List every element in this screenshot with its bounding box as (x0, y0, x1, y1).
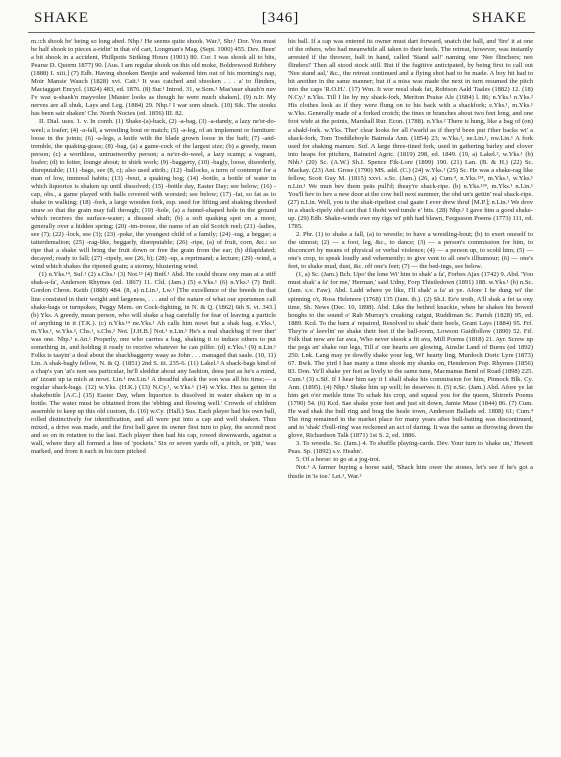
entry-paragraph: Not.¹ A farmer buying a horse said, 'Shack him ower the stones, let's see if he's got a thistle in 'is toe.' Lei.¹, War.³ (288, 464, 533, 480)
header-left-headword: SHAKE (34, 10, 90, 26)
header-right-headword: SHAKE (471, 10, 527, 26)
entry-paragraph: (1) n.Yks.¹⁴, Suf.¹ (2) s.Chs.¹ (3) Not.¹³ (4) Bnff.¹ Abd. He could thraw ony man at a stiff shak-a-fa', Anderson Rhymes (ed. 1867) 11. Cld. (Jam.) (5) e.Yks.¹ (6) n.Yks.² (7) Bnff. Gordon Chron. Keith (1880) 484. (8, a) n.Lin.¹, Lw.¹ [The excellence of the breeds in that line consisted in their weight and largeness, . . . and of the nature of what our sportsmen call shake-bags or turnpokes, Peggy Mem. on Cock-fighting, in N. & Q. (1862) 6th S. vi. 343.] (b) Yks. A greedy, mean person, who will shake a bag carefully for fear of leaving a particle of anything in it (T.K.). (c) n.Yks.¹⁴ ne.Yks.¹ Ah calls him nowt but a shak bag. e.Yks.¹, m.Yks.¹, w.Yks.², Chs.¹, s.Chs.¹ Not. [J.H.B.] Not.¹ n.Lin.¹ He's a real shackbag if iver ther' was one. Nhp.¹ e.An.¹ Properly, one who carries a bag, shaking it to induce others to put something in, and holding it ready to receive whatever he can pilfer. (d) e.Yks.¹ (9) n.Lin.¹ Folks is taayin' a deal about the shackbaggerty waay as John . . . managed that saale. (10, 11) Lin. A shak-bagly fellow, N. & Q. (1851) 2nd S. iii. 235-6. (11) Lakel.² A shack-bags kind of a chap's yan 'at's non sea particular, he'll sleddur about any fashion, deea just as he's a mind, an' izzant up ta mich at nowt. Lin.¹ nw.Lin.¹ A dreadful shack the son was all his time;— a regular shack-bags. (12) w.Yks. (H.K.) (13) N.Cy.¹, w.Yks.¹ (14) w.Yks. Hes ta getten thi shakebottle [A.C.] (15) Easter Day, when liquorice is dissolved in water shaken up in a bottle. The water must be obtained from the 'ebbing and flowing well.' Crowds of children assemble to keep up this old custom, ib. (16) w.Cy. (Hall.) Sus. Each player had his own ball, rolled distinctively for identification, and all were put into a cap and well shaken. Thus mixed, a drive was made, and the first ball gave its owner first turn to play, the second next and so on in rotation to the last. Each player then had his cap, rowed downwards, against a wall, where they all formed a line of 'pockets.' Six or seven yards off, a pitch, or 'pitt,' was marked, and from it each in his turn pitched (31, 271, 276, 456)
entry-paragraph: 5. Of a horse: to go at a jog-trot. (296, 456, 381, 464)
entry-paragraph: (1, a) Sc. (Jam.) Bch. Upo' the lone Wi' him to shak' a fa', Forbes Ajax (1742) 9. Abd. 'You must shak' a fa' for me,' Herman,' said Udny, Forp Thistledown (1891) 188. w.Yks.¹ (b) n.Sc. (Jam. s.v. Faw). Abd. Ladd where ye like, I'll shak' a fa' at ye. Afore I be dung wi' the spinning o't, Ross Helenore (1768) 135 (Jam. ib.). (2) Sh.I. Ee'e troth, A'll shak a fet ta ony time, Sh. News (Dec. 10, 1898). Abd. Like the bethrel knackie, when he shakes his bowed houghs to the sound o' Rab Murray's creaking catgut, Ruddiman Sc. Parish (1828) 95, ed. 1889. Kcd. To the barn a' repaired, Resolved to shak' their heels, Grant Lays (1884) 95. Frf. They're a' leevlin' ne shake their feet if the ball-room, Lowson Guidfollow (1890) 52. Fif. Folk that now are far awa, Who never shook a fit ava, Mill Poems (1818) 21. Ayr. Screw up the pegs an' shake our legs, Till a' our hearts are glowing, Ainslie Land of Burns (ed 1892) 250. Lnk. Lang may ye dowfly shake your leg, Wi' hearty ling, Murdoch Doric Lyre (1873) 67. Bwk. The yird I hae many a time shook my shanks on, Henderson Pop. Rhymes (1856) 83. Don. Ye'll shake yer feet as lively to the same tune, Macmanus Bend of Road (1898) 225. Cum.¹ (3) s.Stf. If I hear him say it I shall shake his commission for him, Pinnock Blk. Cy. Ann. (1895). (4) Nhp.¹ Shake him up well; he deserves it. (5) n.Sc. (Jam.) Abd. Afore ye lat him get o'er meikle time To schak his crop, and squeal you for the queen, Shirrefs Poems (1790) 54. (6) Kcd. Sae shake your feet and just sit down, Jamie Muse (1844) 86. (7) Cum. He wad shak the bull ring and brag the heale town, Anderson Ballads ed. 1808) 61; Cum.⁴ The ring remained in the market place for many years after bull-baiting was discontinued, and to 'shak' t'bull-ring' was reckoned an act of daring. It was the same as throwing down the glove, Richardson Talk (1871) 1st S. 2, ed. 1886. (288, 271, 533, 440)
page-header (20, 10, 541, 32)
page-number: [346] (261, 10, 300, 26)
entry-paragraph: 2. Phr. (1) to shake a fall, (a) to wrestle; to have a wrestling-bout; (b) to exert oneself to the utmost; (2) — a foot, leg, &c., to dance; (3) — a person's commission for him, to disconcert by means of physical or verbal violence; (4) — a person up, to scold him; (5) — one's crop, to speak loudly and vehemently; to give vent to all one's illhumour; (6) — one's feet, to shake mud, dust, &c. off one's feet; (7) — the bed-ings, see below. (288, 231, 533, 271)
entry-paragraph: 3. To wrestle. Sc. (Jam.) 4. To shuffle playing-cards. Dev. Your turn to 'shake un,' Hewett Peas. Sp. (1892) s.v. Heahn'. (288, 440, 533, 456)
entry-paragraph: his ball. If a cap was entered its owner must dart forward, snatch the ball, and 'fire' it at one of the others, who had meanwhile all taken to their heels. The retreat, however, was instantly arrested if the thrower, ball in hand, called 'Stand aal!' naming one 'Nee flinchers; nee flinders!' Then all stood stock still. But if the fugitive anticipated, by being first to call out 'Nee stand aal,' &c., the retreat continued and a flying shot had to be made. A boy hit had to hit another in the same manner; but if a miss was made the next in turn resumed the pitch into the caps 'R.O.H.'. (17) Wm. It wor reeal shak fat, Robison Aald Taales (1882) 12. (18) N.Cy.¹ n.Yks. Till I lie by my shack-fork, Meriton Praise Ale (1684) l. 86; n.Yks.¹ n.Yks.² His clothes look as if they were flung on to his back with a shackfork; e.Yks.¹, m.Yks.¹ w.Yks. Generally made of a forked crotch; the tines or branches about two feet long, and one foot wide at the points, Marshall Rur. Econ. (1788). n.Yks.² There is hung, like a bag of (on) a shakf-fork. w.Yks. Ther' clear looks fer all t'warld as if they'd been put t'ther backs wi' a shack-fork, Tom Treddlehoyle Bairnsla Ann. (1854) 23; w.Yks.¹, ne.Lin.¹, nw.Lin.¹ A fork used for shaking manure. Suf. A large three-tined fork, used in gathering barley and clover into heaps for pitchers, Raineird Agric. (1819) 298, ed. 1849. (19, a) Lakel.², w.Yks.¹ (b) Nhb.¹ (20) Sc. (A.W.) Sh.I. Spence Fik-Lore (1899) 190. (21) Lan. (B. & H.) (22) Sc. Mackay. (23) Ant. Grose (1790) MS. add. (C.) (24) w.Yks.¹ (25) Sc. He was a shake-rag like fellow, Scott Guy M. (1815) xxvi. s.Sc. (Jam.) (26, a) Cum.⁴, n.Yks.¹²⁴, m.Yks.¹, w.Yks.¹ n.Lin.¹ We mun bev them peäs pull'd; theay're shack-ripe. (b) n.Yks.¹²⁴, m.Yks.¹ n.Lin.¹ You'll hev to hev a new door at the cow hell next summer, the ohd un's gettin' real shack-ripe. (27) n.Lin. Well, you is the shak-ripeliest coal gaate I ever drew thruf [M.P.]; n.Lin.¹ We drov in a shack-ripely ohd cart that I thoht wed tumle e' bits. (28) Nhp.¹ I gave him a good shake-up. (29) Edb. Shake-winds owr my rigs wi' pith had blawn, Fergusson Poems (1773) 111, ed. 1785. (288, 38, 533, 231)
right-column (288, 38, 533, 746)
entry-paragraph: II. Dial. uses. 1. v. In comb. (1) Shake-(a)-back, (2) -a-bag, (3) -a-dandy, a lazy ne'er-do-weel; a loafer; (4) -a-fall, a wrestling bout or match; (5) -a-leg, of an implement or furniture: loose in the joints; (6) -a-legs, a knife with the blade grown loose in the haft; (7) -and-tremble, the quaking-grass; (8) -bag, (a) a game-cock of the largest size; (b) a greedy, mean person; (c) a worthless, untrustworthy person; a ne'er-do-weel, a lazy scamp; a vagrant, loafer; (d) to loiter, lounge about; to shirk work; (9) -baggerty, (10) -bagly, loose, disorderly, disreputable; (11) -bags, see (8, c); also used attrib.; (12) -ballocks, a term of contempt for a man of low, immoral habits; (13) -bout, a quaking bog; (14) -bottle, a bottle of water in which liquorice is shaken up until dissolved; (15) -bottle day, Easter Day; see below; (16) -cap, obs., a game played with balls covered with worsted; see below; (17) -fat, so fat as to shake in walking; (18) -fork, a large wooden fork, esp. used for lifting and shaking threshed straw so that the grain may fall through; (19) -hole, (a) a funnel-shaped hole in the ground which receives the surface-water; a disused shaft; (b) a soft quaking spot on a moor, generally over a hidden spring; (20) -im-troose, the name of an old Scotch reel; (21) -ladies, see (7); (22) -lock, see (3); (23) -poke, the youngest child of a family; (24) -rag, a beggar; a tatterdemalion; (25) -rag-like, beggarly, disreputable; (26) -ripe, (a) of fruit, corn, &c.: so ripe that a shake will bring the fruit down or free the grain from the ear; (b) dilapidated; decayed; ready to fall; (27) -ripely, see (26, b); (28) -up, a reprimand; a lecture; (29) -wind, a wind which shakes the ripened grain; a stormy, blustering wind. (31, 118, 276, 271)
entry-paragraph: m.:ch shook be' being so long abed. Nhp.¹ He seems quite shook. War.³, Shr.¹ Dor. You must be half shook to pieces a-ridin' in that o'd cart, Longman's Mag. (Sept. 1900) 455. Dev. Been' a bit shook in a accident, Phillpotts Striking Hours (1901) 80. Cor. I was shook all to bits, Pearse D. Quorm 1877) 90. [Aus. I am regular shook on this old moke, Boldrewood Robbery (1888) I. xiii.] (7) Edb. Having shooken Benjie and wakened him out of his morning's nap, Moir Mansie Wauch (1828) xvi. Cait.¹ It was catched and shooken . . . a' to flinders, Mactaggart Encycl. (1824) 483, ed. 1876. (8) Sur.¹ Introd. 31, w.Som.¹ Mas'usur shaub'n nuv I'v waz u-shaek'n mayvolee [Master looks as though he were much shaken]. (9) n.Ir. My nerves are all shuk, Lays and Leg. (1884) 29. Nhp.² I war som shuck. (10) Sik. The stooks has been sair shaken' Chr. North Noctes (ed. 1856) III. 82. (31, 38, 276, 118)
header-rule (28, 32, 535, 33)
left-column (31, 38, 276, 746)
